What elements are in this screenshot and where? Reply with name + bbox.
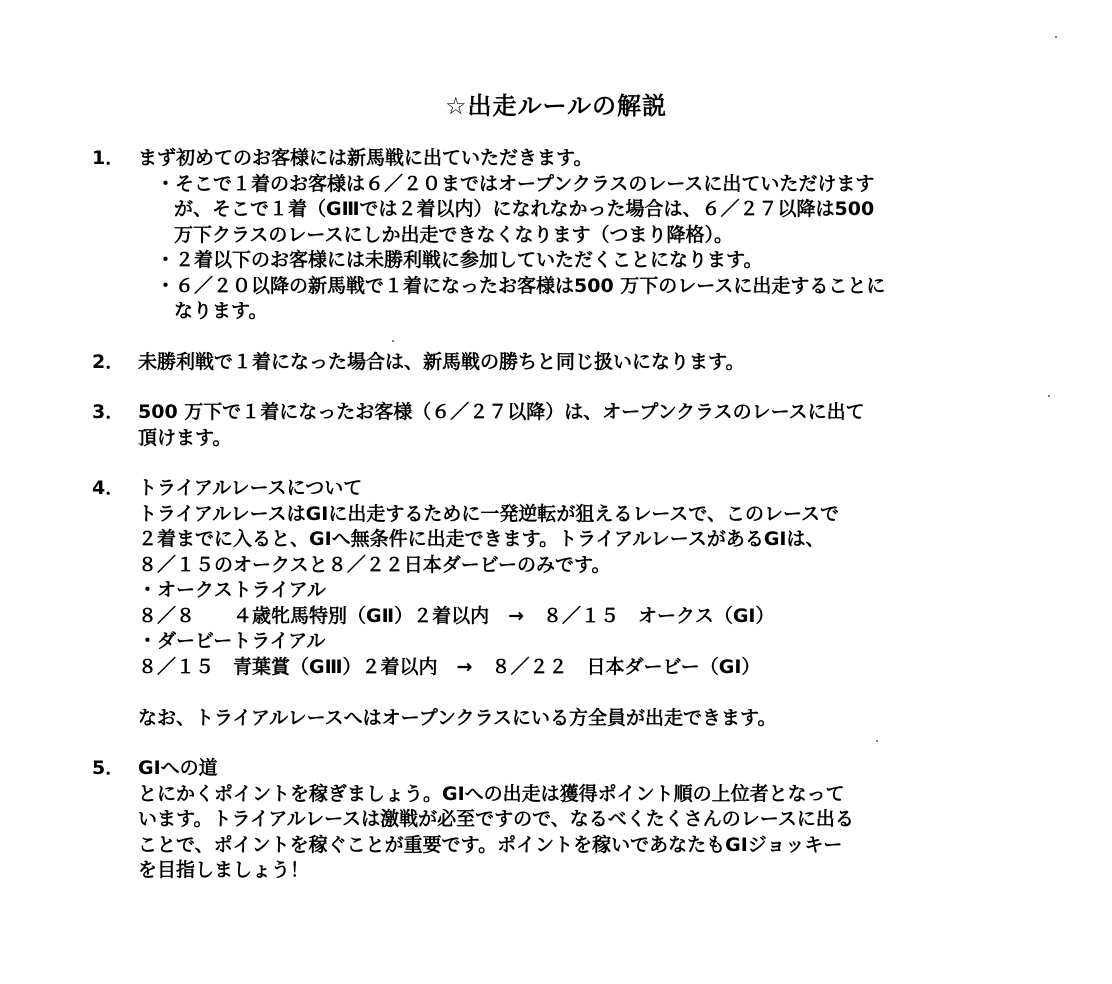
section-2 [92, 350, 992, 376]
scan-speck [392, 340, 394, 342]
section-line: とにかくポイントを稼ぎましょう。GⅠへの出走は獲得ポイント順の上位者となって [138, 782, 845, 805]
section-5 [92, 756, 992, 884]
section-number: 5． [92, 757, 125, 779]
section-line: 頂けます。 [138, 426, 232, 449]
section-line: 500 万下で１着になったお客様（６／２７以降）は、オープンクラスのレースに出て [138, 401, 865, 423]
section-line: ・オークストライアル [138, 579, 326, 601]
section-number: 3． [92, 401, 125, 423]
section-line: なります。 [174, 300, 268, 322]
section-line: ・ダービートライアル [138, 630, 326, 652]
trial-row: ８／１５ 青葉賞（GⅢ）２着以内 → ８／２２ 日本ダービー（GⅠ） [138, 655, 761, 678]
section-line: ・そこで１着のお客様は６／２０まではオープンクラスのレースに出ていただけます [156, 172, 875, 195]
section-1 [92, 146, 992, 325]
trial-row: ８／８ ４歳牝馬特別（GⅡ）２着以内 → ８／１５ オークス（GⅠ） [138, 604, 775, 627]
blank-line [138, 680, 992, 706]
section-line: います。トライアルレースは激戦が必至ですので、なるべくたくさんのレースに出る [138, 808, 854, 830]
section-line: 万下クラスのレースにしか出走できなくなります（つまり降格）。 [174, 223, 733, 246]
scan-speck [876, 740, 878, 742]
section-line: ２着までに入ると、GⅠへ無条件に出走できます。トライアルレースがあるGⅠは、 [138, 528, 825, 550]
rules-body [92, 146, 992, 884]
section-3 [92, 400, 992, 451]
page-title: ☆出走ルールの解説 [444, 92, 668, 120]
section-line: を目指しましょう！ [138, 859, 310, 881]
scan-speck [1055, 36, 1057, 38]
section-line: ・２着以下のお客様には未勝利戦に参加していただくことになります。 [156, 249, 763, 271]
section-line: ・６／２０以降の新馬戦で１着になったお客様は500 万下のレースに出走することに [156, 274, 886, 297]
section-line: トライアルレースについて [138, 477, 363, 499]
scan-speck [1048, 395, 1050, 397]
section-line: が、そこで１着（GⅢでは２着以内）になれなかった場合は、６／２７以降は500 [174, 198, 875, 220]
section-number: 4． [92, 477, 125, 499]
section-line: GⅠへの道 [138, 757, 218, 779]
section-number: 2． [92, 350, 125, 373]
section-line: トライアルレースはGⅠに出走するために一発逆転が狙えるレースで、このレースで [138, 502, 840, 525]
section-line: なお、トライアルレースへはオープンクラスにいる方全員が出走できます。 [138, 706, 777, 729]
section-number: 1． [92, 147, 125, 169]
section-line: ことで、ポイントを稼ぐことが重要です。ポイントを稼いであなたもGⅠジョッキー [138, 833, 843, 856]
section-line: 未勝利戦で１着になった場合は、新馬戦の勝ちと同じ扱いになります。 [138, 350, 745, 373]
section-line: まず初めてのお客様には新馬戦に出ていただきます。 [138, 147, 593, 169]
section-4 [92, 476, 992, 731]
section-line: ８／１５のオークスと８／２２日本ダービーのみです。 [138, 553, 611, 576]
